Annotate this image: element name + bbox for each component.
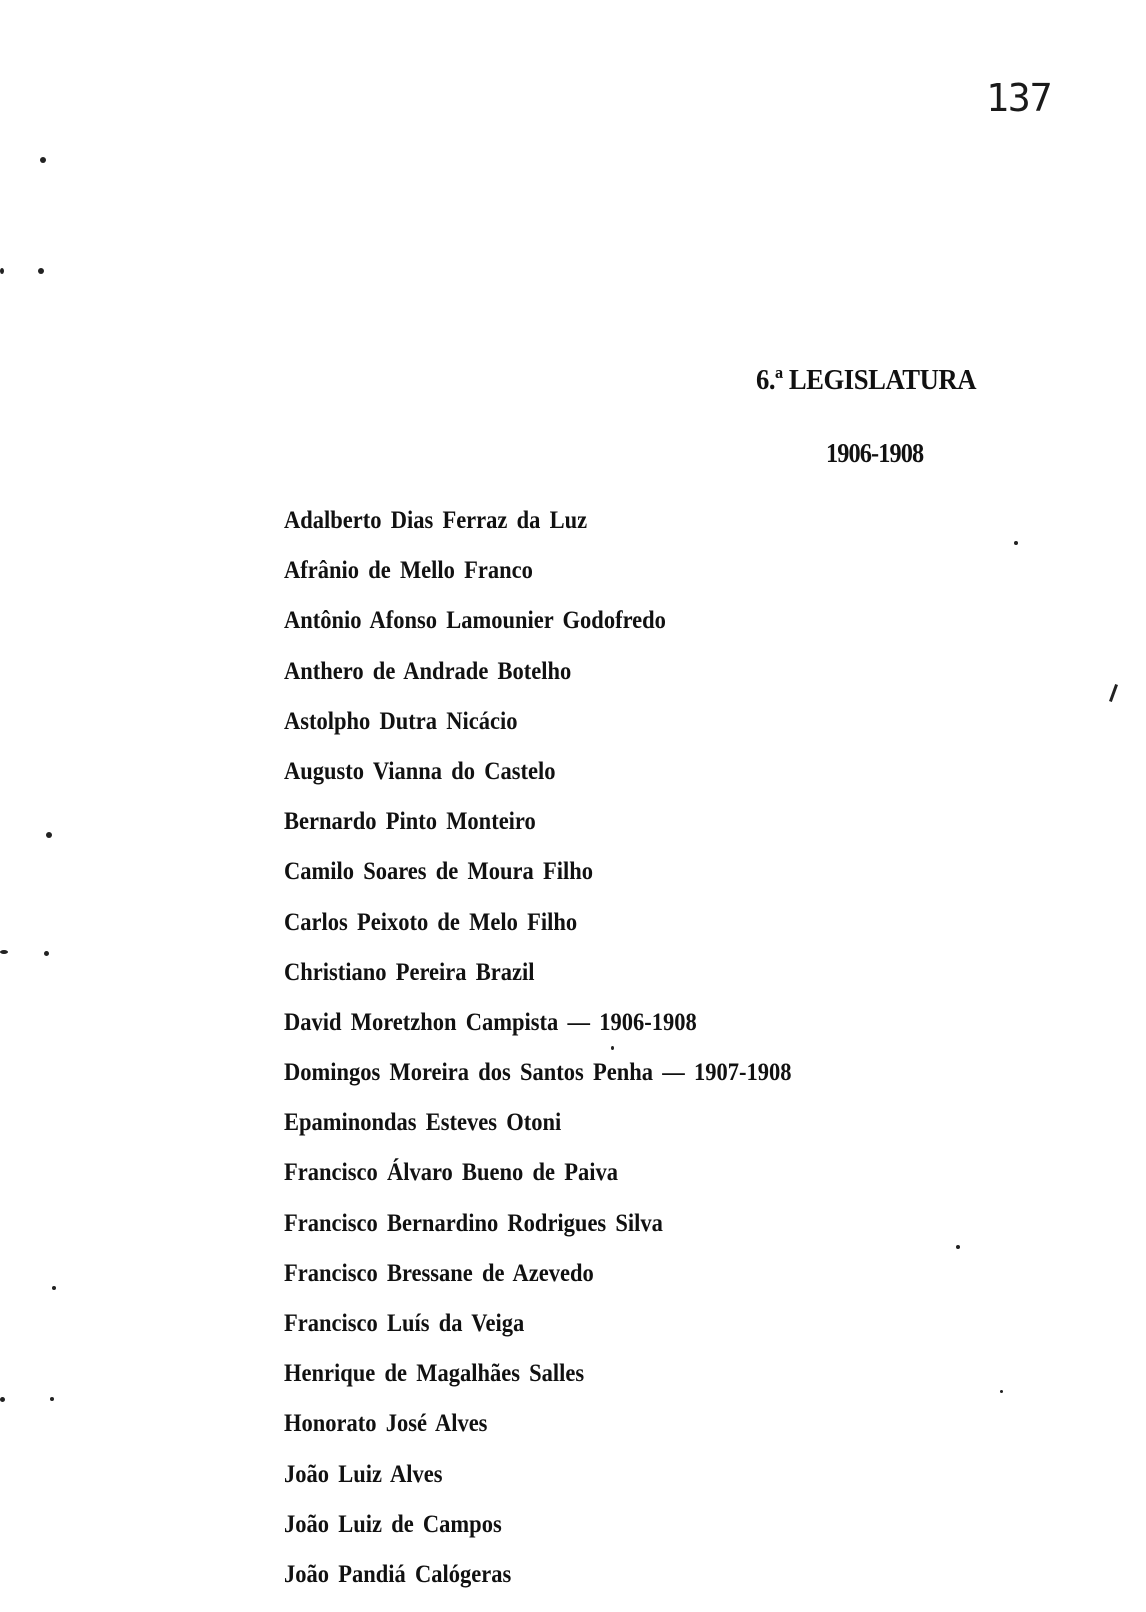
list-item: Astolpho Dutra Nicácio — [284, 707, 518, 735]
scan-speck — [956, 1245, 960, 1249]
list-item: Antônio Afonso Lamounier Godofredo — [284, 607, 666, 635]
scan-speck — [1014, 541, 1018, 545]
list-item: Francisco Álvaro Bueno de Paiva — [284, 1159, 618, 1187]
list-item: Camilo Soares de Moura Filho — [284, 858, 593, 886]
scan-speck — [0, 1397, 5, 1402]
list-item: João Luiz de Campos — [284, 1510, 502, 1538]
legislature-heading: 6.ª LEGISLATURA — [756, 364, 977, 396]
list-item: Francisco Bernardino Rodrigues Silva — [284, 1209, 663, 1237]
scan-speck — [38, 268, 44, 274]
scan-speck — [0, 950, 8, 954]
list-item: João Pandiá Calógeras — [284, 1560, 512, 1588]
page-number: 137 — [986, 76, 1052, 120]
scan-speck — [46, 832, 52, 838]
list-item: Honorato José Alves — [284, 1410, 488, 1438]
scan-speck — [1000, 1390, 1003, 1393]
list-item: Francisco Bressane de Azevedo — [284, 1259, 594, 1287]
list-item: Anthero de Andrade Botelho — [284, 657, 572, 685]
list-item: David Moretzhon Campista — 1906-1908 — [284, 1008, 697, 1036]
list-item: Domingos Moreira dos Santos Penha — 1907-1908 — [284, 1059, 792, 1087]
list-item: Henrique de Magalhães Salles — [284, 1360, 585, 1388]
scan-speck — [40, 157, 46, 163]
scan-speck — [611, 1046, 614, 1050]
list-item: Bernardo Pinto Monteiro — [284, 808, 536, 836]
list-item: Epaminondas Esteves Otoni — [284, 1109, 562, 1137]
list-item: Carlos Peixoto de Melo Filho — [284, 908, 578, 936]
scan-speck — [44, 951, 49, 956]
list-item: Afrânio de Mello Franco — [284, 557, 533, 585]
scan-speck — [52, 1286, 56, 1290]
scan-speck — [50, 1397, 54, 1401]
list-item: João Luiz Alves — [284, 1460, 443, 1488]
list-item: Augusto Vianna do Castelo — [284, 757, 556, 785]
list-item: Christiano Pereira Brazil — [284, 958, 535, 986]
scan-speck — [0, 268, 4, 274]
deputies-list — [284, 506, 848, 1610]
list-item: Adalberto Dias Ferraz da Luz — [284, 507, 588, 534]
list-item: Francisco Luís da Veiga — [284, 1310, 525, 1337]
scan-mark — [1109, 684, 1118, 702]
legislature-years: 1906-1908 — [826, 438, 924, 468]
